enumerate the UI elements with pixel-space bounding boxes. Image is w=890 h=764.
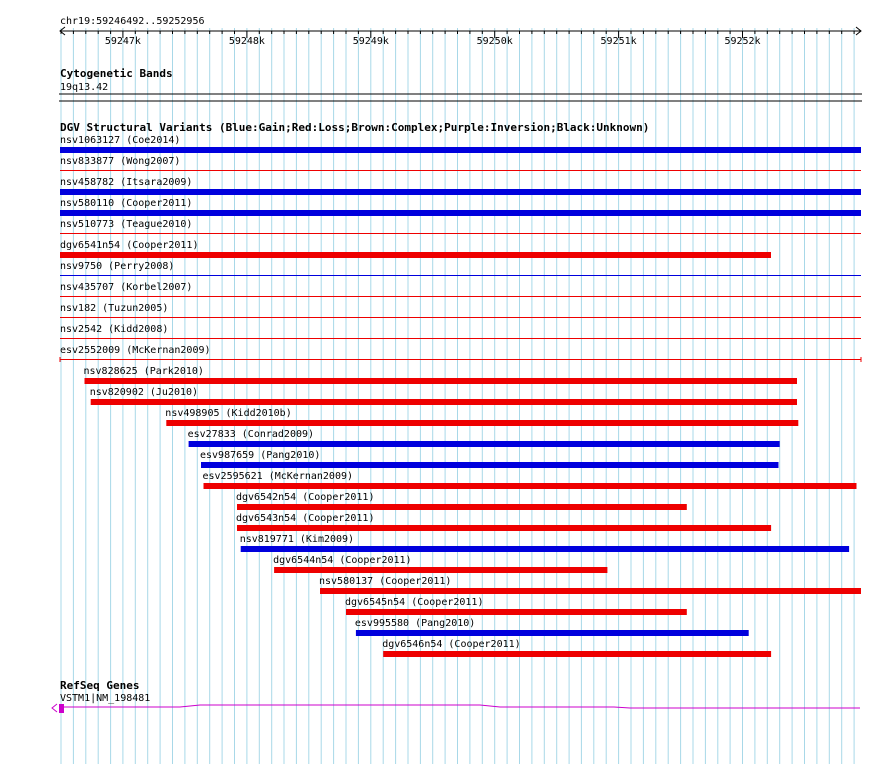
variant-bar[interactable] — [383, 651, 771, 657]
variant-bar[interactable] — [189, 441, 780, 447]
variant-label: esv995580 (Pang2010) — [354, 618, 476, 629]
variant-bar[interactable] — [346, 609, 687, 615]
variant-bar[interactable] — [166, 420, 798, 426]
variant-bar[interactable] — [60, 210, 861, 216]
dgv-variant[interactable] — [60, 135, 861, 153]
cytoband-track-title: Cytogenetic Bands — [60, 67, 173, 80]
dgv-variant[interactable] — [60, 219, 861, 234]
variant-label: esv27833 (Conrad2009) — [187, 429, 315, 440]
ruler-tick-label: 59248k — [228, 36, 265, 47]
variant-label: dgv6542n54 (Cooper2011) — [236, 492, 375, 503]
dgv-variant[interactable] — [236, 492, 687, 510]
gene-exon[interactable] — [59, 704, 64, 713]
variant-label: nsv510773 (Teague2010) — [60, 219, 193, 230]
dgv-variant[interactable] — [60, 261, 861, 276]
variant-label: esv987659 (Pang2010) — [200, 450, 321, 461]
gene-label: VSTM1|NM_198481 — [60, 693, 151, 704]
variant-bar[interactable] — [204, 483, 857, 489]
strand-arrow-icon — [52, 704, 57, 712]
variant-bar[interactable] — [201, 462, 779, 468]
dgv-variant[interactable] — [60, 324, 861, 339]
ruler-tick-label: 59252k — [724, 36, 761, 47]
variant-bar[interactable] — [60, 147, 861, 153]
dgv-variant[interactable] — [200, 450, 779, 468]
gene-vstm1[interactable] — [52, 704, 860, 713]
variant-label: nsv2542 (Kidd2008) — [60, 324, 169, 335]
ruler-tick-label: 59250k — [476, 36, 513, 47]
variant-label: dgv6543n54 (Cooper2011) — [236, 513, 375, 524]
dgv-variant[interactable] — [84, 366, 798, 384]
variant-bar[interactable] — [356, 630, 749, 636]
variant-label: esv2552009 (McKernan2009) — [60, 345, 211, 356]
dgv-variant[interactable] — [203, 471, 857, 489]
variant-bar[interactable] — [60, 252, 771, 258]
variant-label: nsv580137 (Cooper2011) — [319, 576, 452, 587]
variant-bar[interactable] — [85, 378, 798, 384]
dgv-variant[interactable] — [236, 513, 771, 531]
dgv-track — [60, 135, 861, 657]
dgv-variant[interactable] — [60, 156, 861, 171]
variant-label: nsv820902 (Ju2010) — [89, 387, 199, 398]
ruler-tick-label: 59247k — [104, 36, 141, 47]
dgv-variant[interactable] — [60, 177, 861, 195]
ruler-tick-label: 59251k — [600, 36, 637, 47]
dgv-variant[interactable] — [382, 639, 771, 657]
variant-bar[interactable] — [60, 189, 861, 195]
variant-bar[interactable] — [237, 525, 771, 531]
cytoband-label: 19q13.42 — [60, 82, 109, 93]
ruler-tick-label: 59249k — [352, 36, 389, 47]
dgv-variant[interactable] — [60, 345, 861, 362]
variant-label: nsv1063127 (Coe2014) — [60, 135, 181, 146]
variant-label: dgv6545n54 (Cooper2011) — [345, 597, 484, 608]
variant-label: dgv6546n54 (Cooper2011) — [382, 639, 521, 650]
cytoband-band[interactable] — [59, 94, 862, 101]
variant-bar[interactable] — [241, 546, 849, 552]
dgv-variant[interactable] — [60, 198, 861, 216]
variant-label: dgv6541n54 (Cooper2011) — [60, 240, 199, 251]
dgv-track-title: DGV Structural Variants (Blue:Gain;Red:Loss;Brown:Complex;Purple:Inversion;Black:Unknown) — [60, 121, 650, 134]
dgv-variant[interactable] — [90, 387, 797, 405]
variant-label: nsv498905 (Kidd2010b) — [165, 408, 292, 419]
variant-label: dgv6544n54 (Cooper2011) — [273, 555, 412, 566]
refseq-track-title: RefSeq Genes — [60, 679, 140, 692]
variant-label: nsv828625 (Park2010) — [83, 366, 204, 377]
dgv-variant[interactable] — [355, 618, 749, 636]
variant-label: nsv833877 (Wong2007) — [60, 156, 181, 167]
variant-bar[interactable] — [320, 588, 861, 594]
variant-label: nsv435707 (Korbel2007) — [60, 282, 193, 293]
variant-bar[interactable] — [91, 399, 797, 405]
variant-label: nsv458782 (Itsara2009) — [60, 177, 193, 188]
variant-label: nsv182 (Tuzun2005) — [60, 303, 169, 314]
region-label: chr19:59246492..59252956 — [60, 16, 205, 27]
variant-label: esv2595621 (McKernan2009) — [202, 471, 354, 482]
variant-bar[interactable] — [274, 567, 607, 573]
dgv-variant[interactable] — [60, 240, 771, 258]
variant-label: nsv580110 (Cooper2011) — [60, 198, 193, 209]
dgv-variant[interactable] — [60, 303, 861, 318]
gene-intron-line — [62, 705, 860, 708]
dgv-variant[interactable] — [60, 282, 861, 297]
dgv-variant[interactable] — [188, 429, 780, 447]
dgv-variant[interactable] — [273, 555, 607, 573]
variant-label: nsv9750 (Perry2008) — [60, 261, 175, 272]
dgv-variant[interactable] — [345, 597, 687, 615]
variant-bar[interactable] — [237, 504, 687, 510]
ruler[interactable] — [60, 27, 861, 47]
variant-label: nsv819771 (Kim2009) — [239, 534, 355, 545]
